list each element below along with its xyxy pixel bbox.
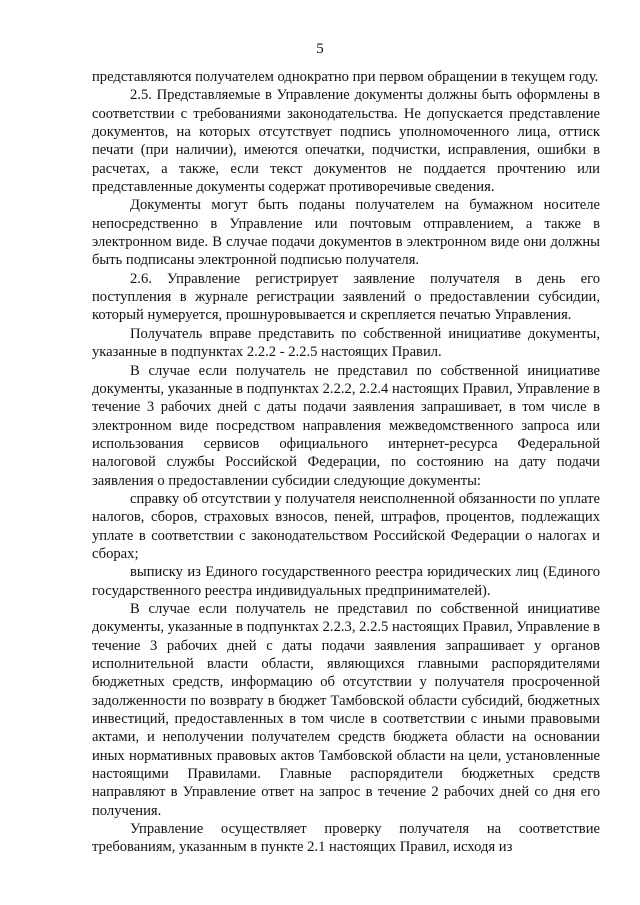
- paragraph-tax-certificate: справку об отсутствии у получателя неисполненной обязанности по уплате налогов, сборов, страховых взносов, пеней, штрафов, процентов, подлежащих уплате в соответствии с законодательством Российской Федерации о налогах и сборах;: [92, 490, 600, 562]
- paragraph-own-initiative: Получатель вправе представить по собственной инициативе документы, указанные в подпунктах 2.2.2 - 2.2.5 настоящих Правил.: [92, 325, 600, 361]
- paragraph-registry-extract: выписку из Единого государственного реестра юридических лиц (Единого государственного реестра индивидуальных предпринимателей).: [92, 564, 600, 599]
- paragraph-interagency-request: В случае если получатель не представил по собственной инициативе документы, указанные в подпунктах 2.2.2, 2.2.4 настоящих Правил, Управление в течение 3 рабочих дней с даты подачи заявления запрашивает, в том числе в электронном виде посредством направления межведомственного запроса или использования сервисов официального интернет-ресурса Федеральной налоговой службы Российской Федерации, по состоянию на дату подачи заявления о предоставлении субсидии следующие документы:: [92, 362, 600, 489]
- paragraph-budget-debt-request: В случае если получатель не представил по собственной инициативе документы, указанные в подпунктах 2.2.3, 2.2.5 настоящих Правил, Управление в течение 3 рабочих дней с даты подачи заявления запрашивает у органов исполнительной власти области, являющихся главными распорядителями бюджетных средств, информацию об отсутствии у получателя просроченной задолженности по возврату в бюджет Тамбовской области субсидий, бюджетных инвестиций, предоставленных в том числе в соответствии с иными правовыми актами, и неполучении получателем средств бюджета области на основании иных нормативных правовых актов Тамбовской области на цели, установленные настоящими Правилами. Главные распорядители бюджетных средств направляют в Управление ответ на запрос в течение 2 рабочих дней со дня его получения.: [92, 600, 600, 819]
- paragraph-continuation: представляются получателем однократно при первом обращении в текущем году.: [92, 69, 599, 85]
- document-body: [92, 68, 600, 857]
- paragraph-compliance-check: Управление осуществляет проверку получателя на соответствие требованиям, указанным в пункте 2.1 настоящих Правил, исходя из: [92, 821, 600, 856]
- paragraph-submission-methods: Документы могут быть поданы получателем на бумажном носителе непосредственно в Управление или почтовым отправлением, а также в электронном виде. В случае подачи документов в электронном виде они должны быть подписаны электронной подписью получателя.: [92, 197, 600, 269]
- page-number: 5: [316, 41, 324, 57]
- paragraph-2-5: 2.5. Представляемые в Управление документы должны быть оформлены в соответствии с требованиями законодательства. Не допускается представление документов, на которых отсутствует подпись уполномоченного лица, оттиск печати (при наличии), имеются опечатки, подчистки, исправления, ошибки в расчетах, а также, если текст документов не поддается прочтению или представленные документы содержат противоречивые сведения.: [92, 87, 600, 196]
- paragraph-2-6: 2.6. Управление регистрирует заявление получателя в день его поступления в журнале регистрации заявлений о предоставлении субсидии, который нумеруется, прошнуровывается и скрепляется печатью Управления.: [92, 270, 600, 324]
